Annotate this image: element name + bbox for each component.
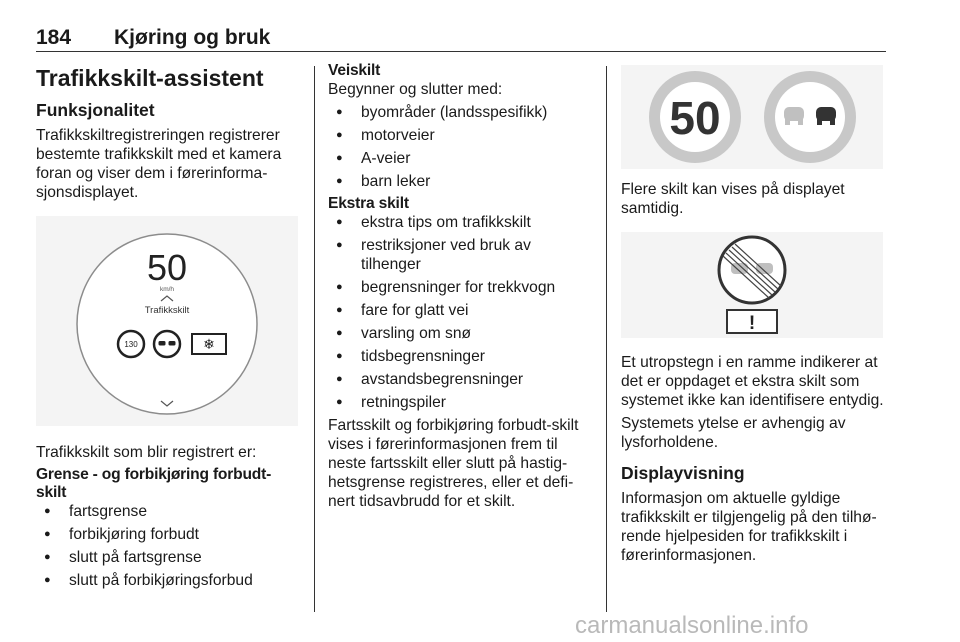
svg-text:❄: ❄ <box>203 336 215 352</box>
list-item: ● retningspiler <box>328 393 590 412</box>
extra-signs-list <box>328 213 590 412</box>
speed-limit-sign-icon <box>649 71 741 163</box>
road-signs-intro: Begynner og slutter med: <box>328 81 503 98</box>
limit-signs-list <box>36 502 298 590</box>
list-item: ● motorveier <box>328 126 590 145</box>
section-subtitle: Funksjonalitet <box>36 100 155 120</box>
column-divider-1 <box>314 66 315 612</box>
list-item: ● fare for glatt vei <box>328 301 590 320</box>
list-item: ● begrensninger for trekkvogn <box>328 278 590 297</box>
cluster-display-figure <box>36 216 298 426</box>
exclamation-frame-icon <box>727 310 777 334</box>
list-item: ● slutt på forbikjøringsforbud <box>36 571 298 590</box>
list-item: ● tidsbegrensninger <box>328 347 590 366</box>
speed-unit: km/h <box>159 286 175 293</box>
limit-signs-heading: Grense - og forbikjøring forbudt-skilt <box>36 466 272 501</box>
closing-paragraph: Fartsskilt og forbikjøring forbudt-skilt vises i førerinformasjonen frem til neste fartsskilt eller slutt på hastighetsgrense registreres, eller et definert tidsavbrudd for et skilt. <box>328 417 579 510</box>
registered-text: Trafikkskilt som blir registrert er: <box>36 444 257 461</box>
list-item: ● forbikjøring forbudt <box>36 525 298 544</box>
end-of-no-overtaking-sign-icon <box>719 237 785 303</box>
intro-paragraph: Trafikkskiltregistreringen registrerer bestemte trafikkskilt med et kamera foran og viser dem i førerinformasjonsdisplayet. <box>36 127 282 201</box>
column-2 <box>328 62 590 515</box>
no-overtaking-sign-icon <box>154 331 180 357</box>
no-overtaking-sign-icon <box>764 71 856 163</box>
svg-text:!: ! <box>748 313 756 334</box>
display-label: Trafikkskilt <box>144 305 190 316</box>
page-header <box>36 26 886 52</box>
chapter-title: Kjøring og bruk <box>114 26 271 49</box>
multiple-signs-figure <box>621 65 883 169</box>
speed-value: 50 <box>146 247 188 288</box>
column-divider-2 <box>606 66 607 612</box>
road-signs-list <box>328 103 590 191</box>
list-item: ● fartsgrense <box>36 502 298 521</box>
display-text: Informasjon om aktuelle gyldige trafikkskilt er tilgjengelig på den tilhørende hjelpesiden for trafikkskilt i førerinformasjonen. <box>621 490 877 564</box>
frame-text: Et utropstegn i en ramme indikerer at det er oppdaget et ekstra skilt som systemet ikke kan identifisere entydig. <box>621 354 884 409</box>
speed-sign-130-icon <box>118 331 144 357</box>
list-item: ● A-veier <box>328 149 590 168</box>
multiple-signs-text: Flere skilt kan vises på displayet samtidig. <box>621 181 845 217</box>
road-signs-heading: Veiskilt <box>328 62 381 79</box>
page-number: 184 <box>36 26 72 49</box>
list-item: ● avstandsbegrensninger <box>328 370 590 389</box>
column-1 <box>36 62 298 594</box>
list-item: ● byområder (landsspesifikk) <box>328 103 590 122</box>
list-item: ● varsling om snø <box>328 324 590 343</box>
header-rule <box>36 51 886 52</box>
speed-limit-value: 50 <box>669 92 721 144</box>
svg-text:130: 130 <box>124 340 138 349</box>
list-item: ● restriksjoner ved bruk av tilhenger <box>328 236 590 274</box>
unidentified-sign-figure <box>621 232 883 338</box>
list-item: ● ekstra tips om trafikkskilt <box>328 213 590 232</box>
watermark: carmanualsonline.info <box>575 612 809 639</box>
section-title: Trafikkskilt-assistent <box>36 65 264 91</box>
list-item: ● slutt på fartsgrense <box>36 548 298 567</box>
extra-signs-heading: Ekstra skilt <box>328 195 409 212</box>
performance-text: Systemets ytelse er avhengig av lysforholdene. <box>621 415 846 451</box>
list-item: ● barn leker <box>328 172 590 191</box>
column-3 <box>621 62 887 569</box>
display-heading: Displayvisning <box>621 463 745 483</box>
snowflake-sign-icon <box>192 334 226 354</box>
